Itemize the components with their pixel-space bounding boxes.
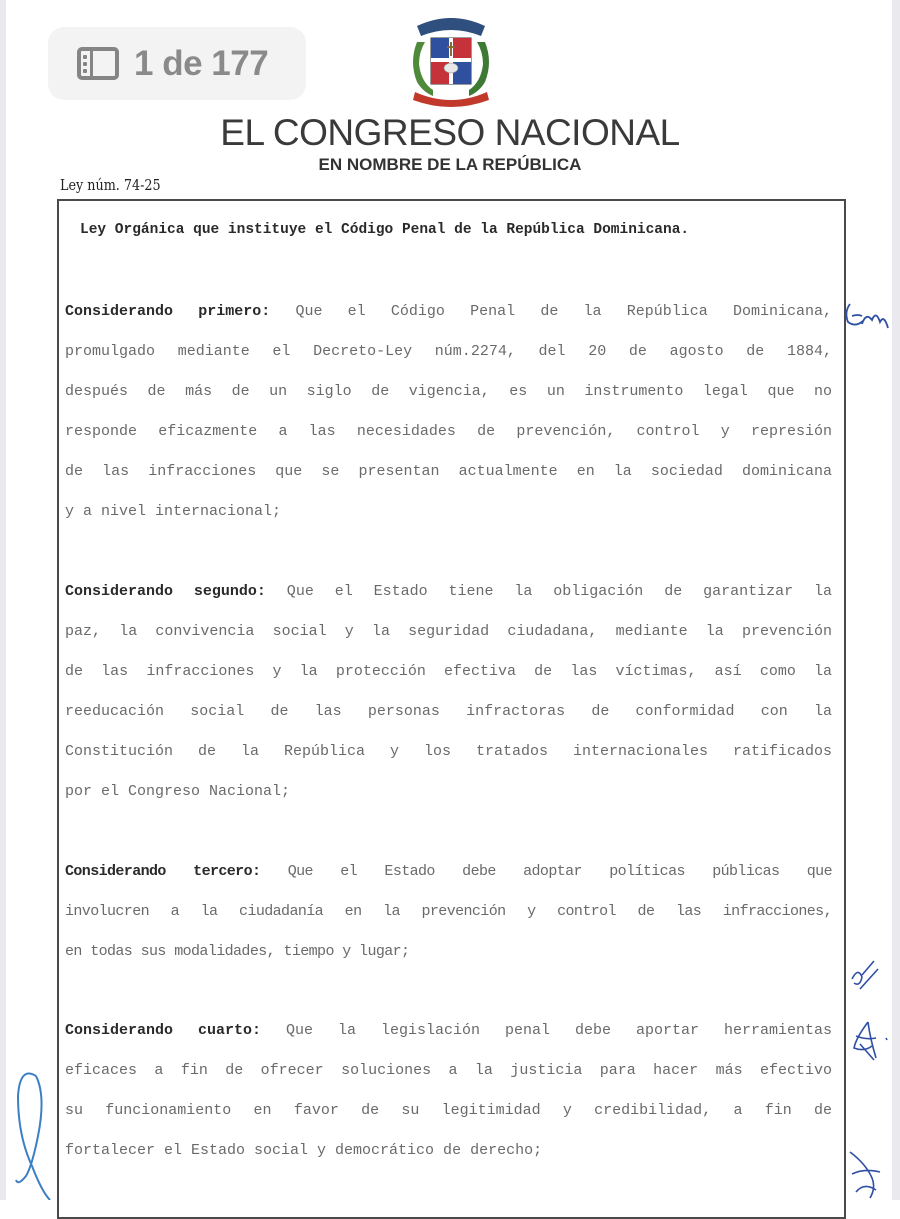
paragraph-line bbox=[65, 852, 832, 892]
page-indicator[interactable] bbox=[48, 27, 306, 100]
paragraph-considerando-tercero bbox=[65, 852, 832, 972]
signature-initials-3 bbox=[846, 1018, 892, 1066]
paragraph-text: Que el Estado tiene la obligación de garantizar la bbox=[265, 583, 832, 600]
paragraph-line: después de más de un siglo de vigencia, es un instrumento legal que no bbox=[65, 383, 832, 400]
paragraph-line: responde eficazmente a las necesidades de prevención, control y represión bbox=[65, 423, 832, 440]
paragraph-line bbox=[65, 292, 832, 332]
viewer-edge-right bbox=[892, 0, 900, 1200]
viewer-edge-left bbox=[0, 0, 6, 1200]
law-heading: Ley Orgánica que instituye el Código Penal de la República Dominicana. bbox=[80, 222, 690, 238]
paragraph-considerando-cuarto bbox=[65, 1011, 832, 1171]
paragraph-lead: Considerando segundo: bbox=[65, 583, 266, 600]
signature-loop-left bbox=[12, 1066, 52, 1200]
paragraph-line: promulgado mediante el Decreto-Ley núm.2274, del 20 de agosto de 1884, bbox=[65, 343, 832, 360]
paragraph-line: paz, la convivencia social y la seguridad ciudadana, mediante la prevención bbox=[65, 623, 832, 640]
law-number: Ley núm. 74-25 bbox=[60, 176, 161, 194]
paragraph-line: reeducación social de las personas infractoras de conformidad con la bbox=[65, 703, 832, 720]
paragraph-line: involucren a la ciudadanía en la prevención y control de las infracciones, bbox=[65, 903, 832, 920]
coat-of-arms-emblem bbox=[403, 12, 499, 108]
congress-subtitle: EN NOMBRE DE LA REPÚBLICA bbox=[318, 155, 582, 174]
sidebar-icon bbox=[77, 47, 119, 80]
paragraph-considerando-segundo bbox=[65, 572, 832, 812]
paragraph-lead: Considerando primero: bbox=[65, 303, 271, 320]
paragraph-line bbox=[65, 572, 832, 612]
paragraph-lead: Considerando tercero: bbox=[65, 863, 261, 880]
paragraph-text: Que la legislación penal debe aportar herramientas bbox=[261, 1022, 832, 1039]
paragraph-line: de las infracciones que se presentan actualmente en la sociedad dominicana bbox=[65, 463, 832, 480]
signature-initials-2 bbox=[848, 955, 882, 995]
paragraph-lead: Considerando cuarto: bbox=[65, 1022, 262, 1039]
paragraph-line: Constitución de la República y los tratados internacionales ratificados bbox=[65, 743, 832, 760]
signature-initials-4 bbox=[846, 1148, 886, 1200]
paragraph-text: Que el Estado debe adoptar políticas públicas que bbox=[260, 863, 832, 880]
paragraph-line: en todas sus modalidades, tiempo y lugar; bbox=[65, 943, 410, 960]
paragraph-line bbox=[65, 1011, 832, 1051]
paragraph-line: fortalecer el Estado social y democrático de derecho; bbox=[65, 1142, 543, 1159]
signature-initials-1 bbox=[842, 298, 892, 338]
paragraph-line: de las infracciones y la protección efectiva de las víctimas, así como la bbox=[65, 663, 832, 680]
congress-title: EL CONGRESO NACIONAL bbox=[220, 112, 680, 153]
paragraph-considerando-primero bbox=[65, 292, 832, 532]
page-indicator-label: 1 de 177 bbox=[134, 43, 269, 83]
paragraph-line: su funcionamiento en favor de su legitimidad y credibilidad, a fin de bbox=[65, 1102, 832, 1119]
paragraph-text: Que el Código Penal de la República Dominicana, bbox=[270, 303, 833, 320]
paragraph-line: y a nivel internacional; bbox=[65, 503, 282, 520]
paragraph-line: eficaces a fin de ofrecer soluciones a la justicia para hacer más efectivo bbox=[65, 1062, 832, 1079]
paragraph-line: por el Congreso Nacional; bbox=[65, 783, 291, 800]
